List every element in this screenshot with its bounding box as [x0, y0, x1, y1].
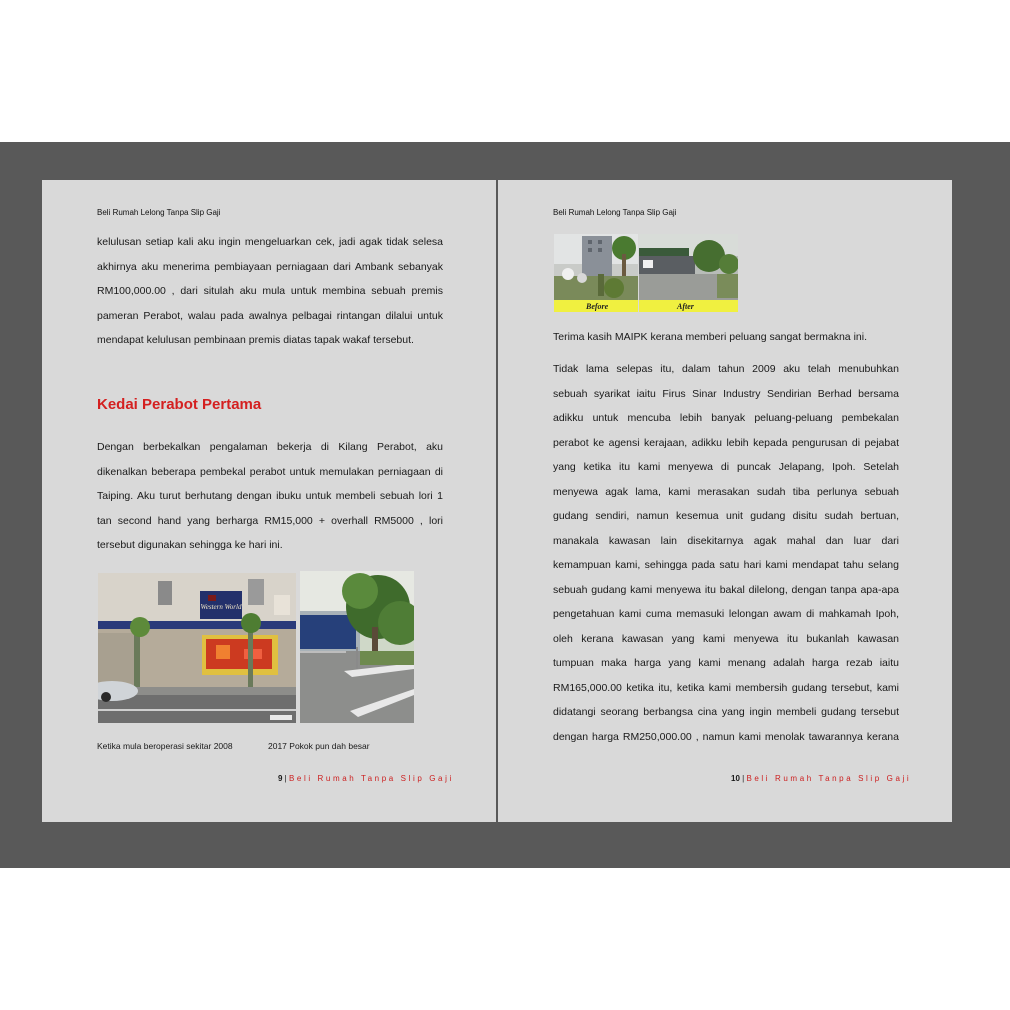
shop-sign-text: Western World: [200, 603, 242, 611]
text-line: menyewa agak lama, kami merasakan sudah tiba perlunya sebuah: [553, 485, 899, 498]
text-line: sebuah gudang kami menyewa itu bakal dilelong, dengan tanpa apa-apa: [553, 583, 899, 596]
footer-separator: |: [739, 774, 747, 783]
text-line: RM100,000.00 , dari situlah aku mula untuk membina sebuah premis: [97, 285, 443, 297]
caption-2008: Ketika mula beroperasi sekitar 2008: [97, 741, 233, 751]
footer-separator: |: [282, 774, 289, 783]
after-label: After: [677, 302, 694, 311]
text-line: tan second hand yang berharga RM15,000 + overhall RM5000 , lori: [97, 514, 443, 527]
text-line: tumpuan maka harga yang kami menang adalah harga rezab iaitu: [553, 657, 899, 669]
text-line: adikku untuk mencuba lebih banyak peluang-peluang pembekalan: [553, 412, 899, 424]
footer-title: Beli Rumah Tanpa Slip Gaji: [288, 774, 454, 783]
footer-title: Beli Rumah Tanpa Slip Gaji: [746, 774, 912, 783]
body-paragraph: [553, 357, 899, 749]
thanks-paragraph: [553, 325, 899, 350]
text-line: perabot ke agensi kerajaan, adikku lebih kepada pengurusan di pejabat: [553, 436, 899, 449]
text-line: sebuah syarikat iaitu Firus Sinar Industry Sendirian Berhad bersama: [553, 387, 899, 400]
before-photo: [554, 234, 638, 312]
page-number: 9: [278, 774, 283, 783]
text-line: kemampuan kami, sehingga pada satu hari kami mendapat tahu selang: [553, 559, 899, 571]
text-line: pameran Perabot, walau pada awalnya pelbagai rintangan dilalui untuk: [97, 309, 443, 322]
text-line: didatangi seorang berbangsa cina yang ingin membeli gudang tersebut: [553, 706, 899, 718]
shop-photo-2017: [300, 571, 414, 723]
text-line: manakala kawasan lain disekitarnya agak mahal dan luar dari: [553, 534, 899, 547]
page-footer: [731, 774, 911, 783]
document-viewer: [0, 142, 1010, 868]
caption-2017: 2017 Pokok pun dah besar: [268, 741, 370, 751]
page-footer: [278, 774, 454, 783]
text-line: RM165,000.00 ketika itu, ketika kami membersih gudang tersebut, kami: [553, 681, 899, 694]
text-line: Terima kasih MAIPK kerana memberi peluang sangat bermakna ini.: [553, 331, 867, 343]
text-line: Tidak lama selepas itu, dalam tahun 2009 aku telah menubuhkan: [553, 363, 899, 375]
text-line: Dengan berbekalkan pengalaman bekerja di Kilang Perabot, aku: [97, 441, 443, 453]
body-paragraph: [97, 435, 443, 558]
text-line: kelulusan setiap kali aku ingin mengeluarkan cek, jadi agak tidak selesa: [97, 236, 443, 248]
text-line: oleh kerana kawasan yang kami menyewa itu bukanlah kawasan: [553, 632, 899, 645]
text-line: pengetahuan kami cuma memasuki lelongan awam di mahkamah Ipoh,: [553, 608, 899, 620]
before-label: Before: [586, 302, 609, 311]
intro-paragraph: [97, 230, 443, 353]
shop-photo-2008: [98, 573, 296, 723]
text-line: dengan harga RM250,000.00 , namun kami menolak tawarannya kerana: [553, 730, 899, 743]
text-line: dikenalkan beberapa pembekal perabot untuk memulakan perniagaan di: [97, 465, 443, 478]
page-9: [42, 180, 496, 822]
running-head: Beli Rumah Lelong Tanpa Slip Gaji: [553, 208, 677, 217]
text-line: tersebut digunakan sehingga ke hari ini.: [97, 539, 283, 551]
page-10: [498, 180, 952, 822]
text-line: mendapat kelulusan pembinaan premis diatas tapak wakaf tersebut.: [97, 334, 414, 346]
text-line: akhirnya aku menerima pembiayaan perniagaan dari Ambank sebanyak: [97, 260, 443, 273]
text-line: yang ketika itu kami menyewa di puncak Jelapang, Ipoh. Setelah: [553, 461, 899, 473]
page-number: 10: [731, 774, 740, 783]
text-line: Taiping. Aku turut berhutang dengan ibuku untuk membeli sebuah lori 1: [97, 490, 443, 502]
after-photo: [639, 234, 738, 312]
text-line: gudang sendiri, namun kesemua unit gudang disitu sudah bertuan,: [553, 510, 899, 522]
running-head: Beli Rumah Lelong Tanpa Slip Gaji: [97, 208, 221, 217]
section-heading: Kedai Perabot Pertama: [97, 396, 262, 413]
